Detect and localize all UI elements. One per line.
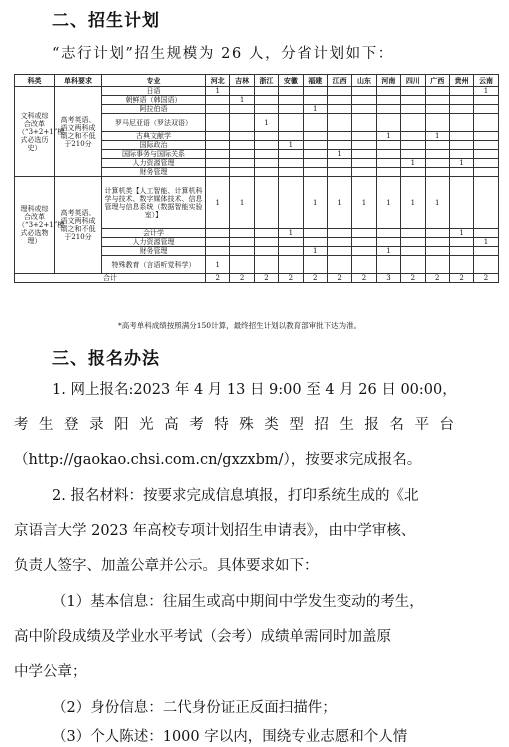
- quota-cell: [206, 132, 230, 141]
- category-cell: 理科或综合改革（“3+2+1”模式必选物理）: [15, 177, 55, 274]
- header-cell: 广西: [425, 75, 449, 87]
- quota-cell: [401, 256, 425, 274]
- quota-cell: [254, 141, 278, 150]
- quota-cell: [327, 87, 351, 96]
- quota-cell: [376, 238, 400, 247]
- quota-cell: [279, 150, 303, 159]
- header-cell: 福建: [303, 75, 327, 87]
- quota-cell: [230, 114, 254, 132]
- quota-cell: [474, 150, 498, 159]
- quota-cell: [449, 168, 473, 177]
- quota-cell: [303, 132, 327, 141]
- quota-cell: [279, 96, 303, 105]
- quota-cell: [230, 238, 254, 247]
- quota-cell: [376, 87, 400, 96]
- quota-cell: [254, 238, 278, 247]
- quota-cell: [206, 105, 230, 114]
- header-cell: 江西: [327, 75, 351, 87]
- quota-cell: [425, 87, 449, 96]
- quota-cell: [352, 105, 376, 114]
- requirement-cell: 高考英语、语文两科成绩之和不低于210分: [55, 177, 102, 274]
- quota-cell: [230, 229, 254, 238]
- quota-cell: 1: [279, 229, 303, 238]
- quota-cell: [425, 105, 449, 114]
- quota-cell: [376, 105, 400, 114]
- quota-cell: [254, 229, 278, 238]
- quota-cell: 1: [327, 177, 351, 229]
- quota-cell: [303, 150, 327, 159]
- total-cell: 2: [303, 274, 327, 283]
- total-cell: 2: [206, 274, 230, 283]
- quota-cell: [230, 141, 254, 150]
- quota-cell: 1: [206, 87, 230, 96]
- quota-cell: [279, 177, 303, 229]
- total-cell: 3: [376, 274, 400, 283]
- table-row: [15, 177, 499, 229]
- section-title-plan: 二、招生计划: [52, 11, 160, 31]
- quota-cell: [303, 159, 327, 168]
- quota-cell: [230, 247, 254, 256]
- major-cell: 计算机类【人工智能、计算机科学与技术、数字媒体技术、信息管理与信息系统（数据智能实验室）】: [102, 177, 206, 229]
- major-cell: 日语: [102, 87, 206, 96]
- quota-cell: [449, 132, 473, 141]
- quota-cell: [303, 87, 327, 96]
- quota-cell: [449, 238, 473, 247]
- quota-cell: [279, 114, 303, 132]
- paragraph-online-registration: 1. 网上报名:2023 年 4 月 13 日 9:00 至 4 月 26 日 00:00，: [52, 382, 457, 398]
- quota-cell: 1: [254, 114, 278, 132]
- major-cell: 国际事务与国际关系: [102, 150, 206, 159]
- header-cell: 贵州: [449, 75, 473, 87]
- quota-cell: [254, 105, 278, 114]
- quota-cell: [279, 132, 303, 141]
- header-cell: 科类: [15, 75, 55, 87]
- quota-cell: [230, 150, 254, 159]
- paragraph-basic-info: （1）基本信息：往届生或高中期间中学发生变动的考生，: [52, 594, 424, 610]
- header-cell: 浙江: [254, 75, 278, 87]
- paragraph-id-info: （2）身份信息：二代身份证正反面扫描件；: [52, 700, 337, 716]
- quota-cell: [327, 247, 351, 256]
- category-cell: 文科或综合改革（“3+2+1”模式必选历史）: [15, 87, 55, 177]
- quota-cell: 1: [303, 105, 327, 114]
- quota-cell: [449, 247, 473, 256]
- plan-intro: “志行计划”招生规模为 26 人，分省计划如下：: [52, 46, 394, 62]
- quota-cell: [352, 159, 376, 168]
- quota-cell: [206, 229, 230, 238]
- quota-cell: [352, 238, 376, 247]
- quota-cell: [254, 96, 278, 105]
- quota-cell: [279, 105, 303, 114]
- quota-cell: [474, 168, 498, 177]
- quota-cell: [254, 132, 278, 141]
- quota-cell: [425, 229, 449, 238]
- quota-cell: [254, 177, 278, 229]
- quota-cell: [376, 159, 400, 168]
- header-cell: 河南: [376, 75, 400, 87]
- quota-cell: [376, 229, 400, 238]
- quota-cell: [230, 256, 254, 274]
- quota-cell: 1: [206, 177, 230, 229]
- quota-cell: [401, 141, 425, 150]
- quota-cell: [401, 247, 425, 256]
- quota-cell: [327, 159, 351, 168]
- quota-cell: 1: [474, 238, 498, 247]
- quota-cell: [206, 238, 230, 247]
- quota-cell: [401, 168, 425, 177]
- quota-cell: [449, 256, 473, 274]
- quota-cell: [474, 229, 498, 238]
- quota-cell: 1: [449, 229, 473, 238]
- quota-cell: [254, 87, 278, 96]
- major-cell: 人力资源管理: [102, 159, 206, 168]
- total-cell: 2: [279, 274, 303, 283]
- quota-cell: [327, 238, 351, 247]
- quota-cell: [279, 87, 303, 96]
- header-cell: 河北: [206, 75, 230, 87]
- quota-cell: [230, 168, 254, 177]
- quota-cell: [279, 247, 303, 256]
- quota-cell: [206, 247, 230, 256]
- quota-cell: [401, 105, 425, 114]
- paragraph-materials-2: 京语言大学 2023 年高校专项计划招生申请表》，由中学审核、: [14, 523, 416, 539]
- total-cell: 2: [425, 274, 449, 283]
- quota-cell: [279, 159, 303, 168]
- total-cell: 2: [401, 274, 425, 283]
- quota-cell: [279, 256, 303, 274]
- quota-cell: [401, 150, 425, 159]
- quota-cell: [327, 229, 351, 238]
- paragraph-materials: 2. 报名材料：按要求完成信息填报，打印系统生成的《北: [52, 488, 419, 504]
- quota-cell: [254, 247, 278, 256]
- major-cell: 财务管理: [102, 168, 206, 177]
- quota-cell: [474, 247, 498, 256]
- quota-cell: [206, 168, 230, 177]
- quota-cell: [449, 96, 473, 105]
- quota-cell: 1: [376, 177, 400, 229]
- quota-cell: [327, 168, 351, 177]
- quota-cell: 1: [279, 141, 303, 150]
- quota-cell: 1: [327, 150, 351, 159]
- quota-cell: [327, 96, 351, 105]
- quota-cell: [474, 132, 498, 141]
- quota-cell: [425, 150, 449, 159]
- quota-cell: 1: [303, 177, 327, 229]
- quota-cell: 1: [425, 177, 449, 229]
- table-row: [15, 87, 499, 96]
- paragraph-statement: （3）个人陈述：1000 字以内，围绕专业志愿和个人情: [52, 729, 408, 745]
- quota-cell: [279, 168, 303, 177]
- quota-cell: [449, 150, 473, 159]
- major-cell: 会计学: [102, 229, 206, 238]
- quota-cell: [327, 141, 351, 150]
- quota-cell: 1: [376, 247, 400, 256]
- quota-cell: [230, 132, 254, 141]
- quota-cell: [254, 256, 278, 274]
- quota-cell: [376, 114, 400, 132]
- quota-cell: [401, 114, 425, 132]
- quota-cell: [206, 159, 230, 168]
- quota-cell: [401, 238, 425, 247]
- quota-cell: [254, 159, 278, 168]
- quota-cell: 1: [401, 159, 425, 168]
- quota-cell: [230, 159, 254, 168]
- quota-cell: [449, 114, 473, 132]
- quota-cell: [401, 132, 425, 141]
- paragraph-basic-info-2: 高中阶段成绩及学业水平考试（会考）成绩单需同时加盖原: [14, 629, 391, 645]
- quota-cell: [425, 168, 449, 177]
- quota-cell: [425, 159, 449, 168]
- quota-cell: [230, 105, 254, 114]
- quota-cell: [425, 96, 449, 105]
- quota-cell: 1: [303, 247, 327, 256]
- quota-cell: [449, 141, 473, 150]
- quota-cell: 1: [230, 96, 254, 105]
- quota-cell: [425, 256, 449, 274]
- major-cell: 罗马尼亚语（罗法双语）: [102, 114, 206, 132]
- header-cell: 云南: [474, 75, 498, 87]
- quota-cell: [254, 168, 278, 177]
- quota-cell: [352, 256, 376, 274]
- quota-cell: 1: [206, 256, 230, 274]
- major-cell: 古典文献学: [102, 132, 206, 141]
- quota-cell: [474, 256, 498, 274]
- quota-cell: [474, 177, 498, 229]
- total-cell: 2: [230, 274, 254, 283]
- quota-cell: [206, 150, 230, 159]
- quota-cell: [376, 256, 400, 274]
- quota-cell: [474, 96, 498, 105]
- quota-cell: [352, 141, 376, 150]
- header-cell: 专业: [102, 75, 206, 87]
- quota-cell: [425, 114, 449, 132]
- quota-cell: [303, 238, 327, 247]
- quota-cell: [254, 150, 278, 159]
- total-label: 合计: [15, 274, 206, 283]
- total-cell: 2: [352, 274, 376, 283]
- quota-cell: [376, 96, 400, 105]
- quota-cell: [327, 105, 351, 114]
- quota-cell: [206, 96, 230, 105]
- quota-cell: [401, 96, 425, 105]
- major-cell: 财务管理: [102, 247, 206, 256]
- quota-cell: [376, 150, 400, 159]
- quota-cell: [449, 177, 473, 229]
- quota-cell: [279, 238, 303, 247]
- quota-cell: 1: [449, 159, 473, 168]
- major-cell: 人力资源管理: [102, 238, 206, 247]
- quota-cell: [327, 256, 351, 274]
- quota-cell: [376, 141, 400, 150]
- quota-cell: [474, 159, 498, 168]
- header-cell: 单科要求: [55, 75, 102, 87]
- quota-cell: [401, 87, 425, 96]
- paragraph-materials-3: 负责人签字、加盖公章并公示。具体要求如下：: [14, 558, 319, 574]
- quota-cell: 1: [352, 177, 376, 229]
- header-cell: 安徽: [279, 75, 303, 87]
- header-cell: 四川: [401, 75, 425, 87]
- quota-cell: [449, 105, 473, 114]
- major-cell: 特殊教育（言语听觉科学）: [102, 256, 206, 274]
- major-cell: 阿拉伯语: [102, 105, 206, 114]
- paragraph-basic-info-3: 中学公章；: [14, 664, 87, 680]
- quota-cell: [206, 114, 230, 132]
- quota-cell: [449, 87, 473, 96]
- quota-cell: [352, 114, 376, 132]
- quota-cell: [303, 96, 327, 105]
- major-cell: 国际政治: [102, 141, 206, 150]
- quota-cell: [474, 114, 498, 132]
- header-cell: 吉林: [230, 75, 254, 87]
- quota-cell: [303, 141, 327, 150]
- quota-cell: [206, 141, 230, 150]
- total-row: [15, 274, 499, 283]
- paragraph-url[interactable]: （http://gaokao.chsi.com.cn/gxzxbm/），按要求完成报名。: [14, 452, 422, 468]
- quota-cell: [401, 229, 425, 238]
- quota-cell: [474, 141, 498, 150]
- table-header-row: [15, 75, 499, 87]
- total-cell: 2: [327, 274, 351, 283]
- quota-cell: [352, 150, 376, 159]
- total-cell: 2: [254, 274, 278, 283]
- quota-cell: [230, 87, 254, 96]
- quota-cell: [352, 87, 376, 96]
- requirement-cell: 高考英语、语文两科成绩之和不低于210分: [55, 87, 102, 177]
- quota-cell: [303, 168, 327, 177]
- section-title-registration: 三、报名办法: [52, 349, 160, 369]
- quota-cell: [327, 114, 351, 132]
- quota-cell: [303, 256, 327, 274]
- quota-cell: [425, 247, 449, 256]
- header-cell: 山东: [352, 75, 376, 87]
- quota-cell: 1: [474, 87, 498, 96]
- table-footnote: *高考单科成绩按照满分150计算，最终招生计划以教育部审批下达为准。: [118, 321, 362, 330]
- quota-cell: [327, 132, 351, 141]
- quota-cell: [474, 105, 498, 114]
- quota-cell: [303, 114, 327, 132]
- quota-cell: [376, 168, 400, 177]
- total-cell: 2: [474, 274, 498, 283]
- quota-cell: [352, 247, 376, 256]
- total-cell: 2: [449, 274, 473, 283]
- quota-cell: 1: [376, 132, 400, 141]
- quota-cell: 1: [401, 177, 425, 229]
- quota-cell: [352, 229, 376, 238]
- major-cell: 朝鲜语（韩国语）: [102, 96, 206, 105]
- quota-cell: [303, 229, 327, 238]
- quota-cell: [425, 141, 449, 150]
- quota-cell: [425, 238, 449, 247]
- quota-cell: 1: [230, 177, 254, 229]
- quota-cell: [352, 132, 376, 141]
- paragraph-platform: 考 生 登 录 阳 光 高 考 特 殊 类 型 招 生 报 名 平 台: [14, 417, 454, 433]
- quota-cell: 1: [425, 132, 449, 141]
- quota-cell: [352, 168, 376, 177]
- enrollment-plan-table: [14, 74, 499, 283]
- quota-cell: [352, 96, 376, 105]
